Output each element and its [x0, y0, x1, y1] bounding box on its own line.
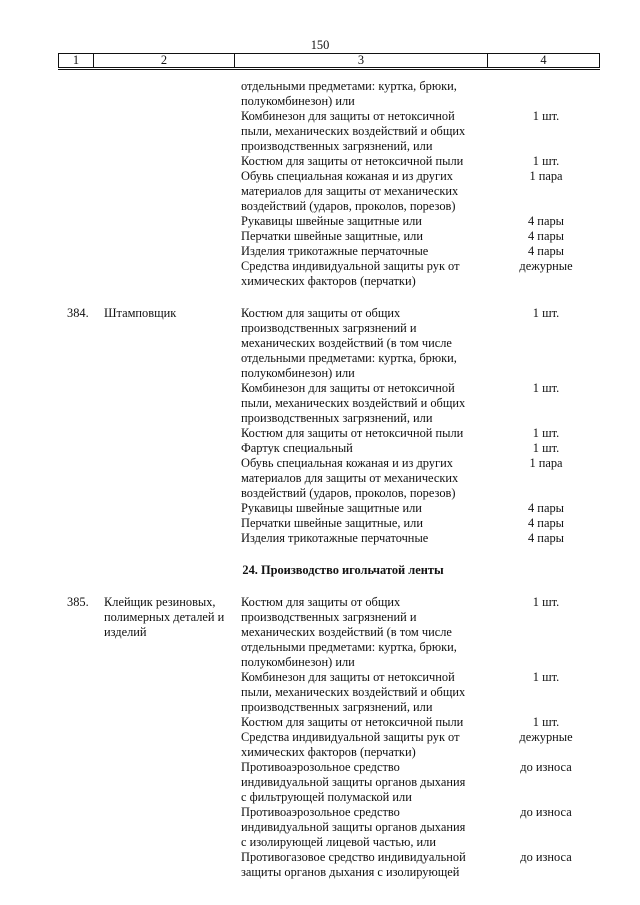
item-quantity: дежурные	[519, 730, 573, 744]
item-name-line: химических факторов (перчатки)	[241, 745, 416, 759]
item-name-line: Костюм для защиты от общих	[241, 306, 401, 320]
list-item	[241, 760, 621, 805]
item-name	[241, 595, 486, 670]
profession-line: Штамповщик	[104, 306, 177, 320]
item-name-line: полукомбинезон) или	[241, 94, 355, 108]
item-name	[241, 516, 486, 531]
item-quantity: 1 шт.	[532, 381, 560, 395]
list-item	[241, 441, 621, 456]
list-item	[241, 244, 621, 259]
item-name	[241, 441, 486, 456]
list-item	[241, 381, 621, 426]
list-item	[241, 169, 621, 214]
item-quantity: 1 шт.	[532, 426, 560, 440]
item-name-line: Обувь специальная кожаная и из других	[241, 169, 453, 183]
item-name-line: полукомбинезон) или	[241, 366, 355, 380]
item-quantity: 4 пары	[528, 229, 564, 243]
table-body	[0, 79, 640, 880]
item-name-line: Комбинезон для защиты от нетоксичной	[241, 381, 455, 395]
item-name-line: полукомбинезон) или	[241, 655, 355, 669]
item-name	[241, 259, 486, 289]
item-name-line: отдельными предметами: куртка, брюки,	[241, 351, 457, 365]
header-col-2: 2	[94, 54, 235, 67]
item-list	[241, 595, 621, 880]
table-header	[58, 53, 600, 68]
item-name-line: с фильтрующей полумаской или	[241, 790, 412, 804]
item-name	[241, 154, 486, 169]
item-name	[241, 501, 486, 516]
item-name-line: химических факторов (перчатки)	[241, 274, 416, 288]
item-quantity: 1 шт.	[532, 306, 560, 320]
item-name	[241, 715, 486, 730]
item-name	[241, 109, 486, 154]
item-name	[241, 426, 486, 441]
list-item	[241, 306, 621, 381]
profession-line: изделий	[104, 625, 147, 639]
item-name-line: Комбинезон для защиты от нетоксичной	[241, 109, 455, 123]
list-item	[241, 456, 621, 501]
item-name-line: Изделия трикотажные перчаточные	[241, 531, 429, 545]
item-name-line: материалов для защиты от механических	[241, 184, 459, 198]
item-name-line: пыли, механических воздействий и общих	[241, 124, 466, 138]
item-name	[241, 214, 486, 229]
list-item	[241, 259, 621, 289]
list-item	[241, 715, 621, 730]
item-name-line: отдельными предметами: куртка, брюки,	[241, 640, 457, 654]
page-number: 150	[310, 38, 330, 52]
item-name-line: Противоаэрозольное средство	[241, 805, 400, 819]
item-name-line: производственных загрязнений, или	[241, 411, 433, 425]
item-name-line: индивидуальной защиты органов дыхания	[241, 820, 466, 834]
item-name	[241, 229, 486, 244]
item-list	[241, 79, 621, 289]
item-name-line: пыли, механических воздействий и общих	[241, 396, 466, 410]
item-name-line: воздействий (ударов, проколов, порезов)	[241, 486, 456, 500]
item-name	[241, 381, 486, 426]
list-item	[241, 730, 621, 760]
entry-number: 384.	[67, 306, 89, 320]
list-item	[241, 516, 621, 531]
item-name-line: материалов для защиты от механических	[241, 471, 459, 485]
item-name	[241, 850, 486, 880]
item-name-line: Костюм для защиты от нетоксичной пыли	[241, 426, 464, 440]
item-quantity: 4 пары	[528, 501, 564, 515]
header-col-3: 3	[235, 54, 488, 67]
item-name-line: Перчатки швейные защитные, или	[241, 516, 423, 530]
item-name-line: Противоаэрозольное средство	[241, 760, 400, 774]
list-item	[241, 531, 621, 546]
item-name-line: производственных загрязнений и	[241, 321, 417, 335]
item-name	[241, 169, 486, 214]
item-name-line: Костюм для защиты от нетоксичной пыли	[241, 154, 464, 168]
item-name-line: Обувь специальная кожаная и из других	[241, 456, 453, 470]
list-item	[241, 850, 621, 880]
continuation-block	[0, 79, 640, 289]
section-title: 24. Производство игольчатой ленты	[242, 563, 444, 577]
profession-name	[104, 306, 239, 321]
list-item	[241, 79, 621, 109]
item-quantity: до износа	[520, 805, 572, 819]
list-item	[241, 109, 621, 154]
item-name	[241, 531, 486, 546]
list-item	[241, 670, 621, 715]
item-name-line: Костюм для защиты от нетоксичной пыли	[241, 715, 464, 729]
item-name	[241, 760, 486, 805]
item-quantity: 1 пара	[529, 169, 563, 183]
item-name	[241, 244, 486, 259]
item-quantity: 1 шт.	[532, 109, 560, 123]
item-name-line: Костюм для защиты от общих	[241, 595, 401, 609]
item-name-line: пыли, механических воздействий и общих	[241, 685, 466, 699]
item-name-line: механических воздействий (в том числе	[241, 336, 452, 350]
item-name-line: производственных загрязнений, или	[241, 700, 433, 714]
item-quantity: до износа	[520, 760, 572, 774]
item-name	[241, 670, 486, 715]
item-name-line: производственных загрязнений, или	[241, 139, 433, 153]
entry-384	[0, 306, 640, 546]
item-quantity: 1 шт.	[532, 670, 560, 684]
item-name-line: Противогазовое средство индивидуальной	[241, 850, 466, 864]
list-item	[241, 214, 621, 229]
item-name-line: воздействий (ударов, проколов, порезов)	[241, 199, 456, 213]
list-item	[241, 595, 621, 670]
item-quantity: 1 шт.	[532, 441, 560, 455]
header-col-4: 4	[540, 53, 547, 67]
item-quantity: до износа	[520, 850, 572, 864]
item-name	[241, 456, 486, 501]
list-item	[241, 805, 621, 850]
item-name	[241, 730, 486, 760]
profession-line: Клейщик резиновых,	[104, 595, 216, 609]
list-item	[241, 501, 621, 516]
item-name-line: Изделия трикотажные перчаточные	[241, 244, 429, 258]
item-name	[241, 805, 486, 850]
item-name-line: Комбинезон для защиты от нетоксичной	[241, 670, 455, 684]
item-name-line: Средства индивидуальной защиты рук от	[241, 259, 460, 273]
item-quantity: 4 пары	[528, 516, 564, 530]
item-name	[241, 79, 486, 109]
header-col-1: 1	[59, 54, 94, 67]
item-name-line: индивидуальной защиты органов дыхания	[241, 775, 466, 789]
item-quantity: 1 шт.	[532, 154, 560, 168]
item-name-line: с изолирующей лицевой частью, или	[241, 835, 436, 849]
item-name-line: производственных загрязнений и	[241, 610, 417, 624]
list-item	[241, 426, 621, 441]
entry-number: 385.	[67, 595, 89, 609]
header-divider	[58, 69, 600, 70]
item-quantity: 4 пары	[528, 531, 564, 545]
list-item	[241, 229, 621, 244]
item-quantity: 1 шт.	[532, 595, 560, 609]
item-quantity: 4 пары	[528, 214, 564, 228]
item-quantity: 1 пара	[529, 456, 563, 470]
profession-line: полимерных деталей и	[104, 610, 225, 624]
item-quantity	[486, 79, 606, 109]
item-quantity: дежурные	[519, 259, 573, 273]
item-quantity: 4 пары	[528, 244, 564, 258]
list-item	[241, 154, 621, 169]
item-name	[241, 306, 486, 381]
item-name-line: Рукавицы швейные защитные или	[241, 501, 422, 515]
profession-name	[104, 595, 239, 640]
item-name-line: механических воздействий (в том числе	[241, 625, 452, 639]
entry-385	[0, 595, 640, 880]
item-name-line: отдельными предметами: куртка, брюки,	[241, 79, 457, 93]
item-name-line: Рукавицы швейные защитные или	[241, 214, 422, 228]
item-list	[241, 306, 621, 546]
item-name-line: Перчатки швейные защитные, или	[241, 229, 423, 243]
item-quantity: 1 шт.	[532, 715, 560, 729]
item-name-line: защиты органов дыхания с изолирующей	[241, 865, 460, 879]
item-name-line: Средства индивидуальной защиты рук от	[241, 730, 460, 744]
item-name-line: Фартук специальный	[241, 441, 353, 455]
